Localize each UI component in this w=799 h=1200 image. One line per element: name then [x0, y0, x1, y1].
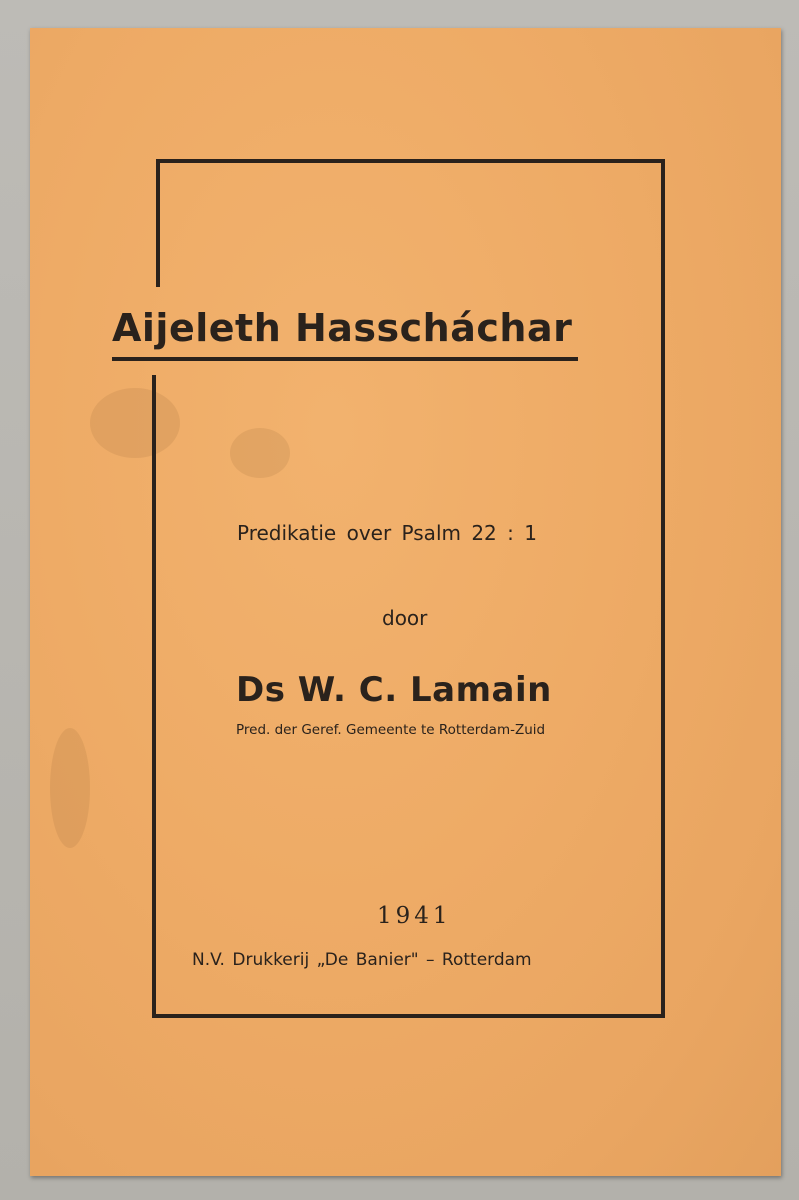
- stain-spot: [230, 428, 290, 478]
- frame-left-lower-line: [152, 375, 156, 1018]
- frame-bottom-line: [152, 1014, 665, 1018]
- author-name: Ds W. C. Lamain: [236, 670, 552, 710]
- frame-top-line: [156, 159, 665, 163]
- booklet-cover: [30, 28, 781, 1176]
- frame-left-upper-line: [156, 159, 160, 287]
- publication-year: 1941: [377, 903, 452, 929]
- stain-spot: [50, 728, 90, 848]
- publisher-line: N.V. Drukkerij „De Banier" – Rotterdam: [192, 950, 532, 970]
- booklet-title: Aijeleth Hasscháchar: [112, 306, 573, 350]
- stain-spot: [90, 388, 180, 458]
- frame-right-line: [661, 159, 665, 1018]
- frame-title-underline: [112, 357, 578, 361]
- author-role: Pred. der Geref. Gemeente te Rotterdam-Zuid: [236, 722, 546, 738]
- byline-word: door: [382, 606, 428, 630]
- booklet-subtitle: Predikatie over Psalm 22 : 1: [237, 521, 537, 545]
